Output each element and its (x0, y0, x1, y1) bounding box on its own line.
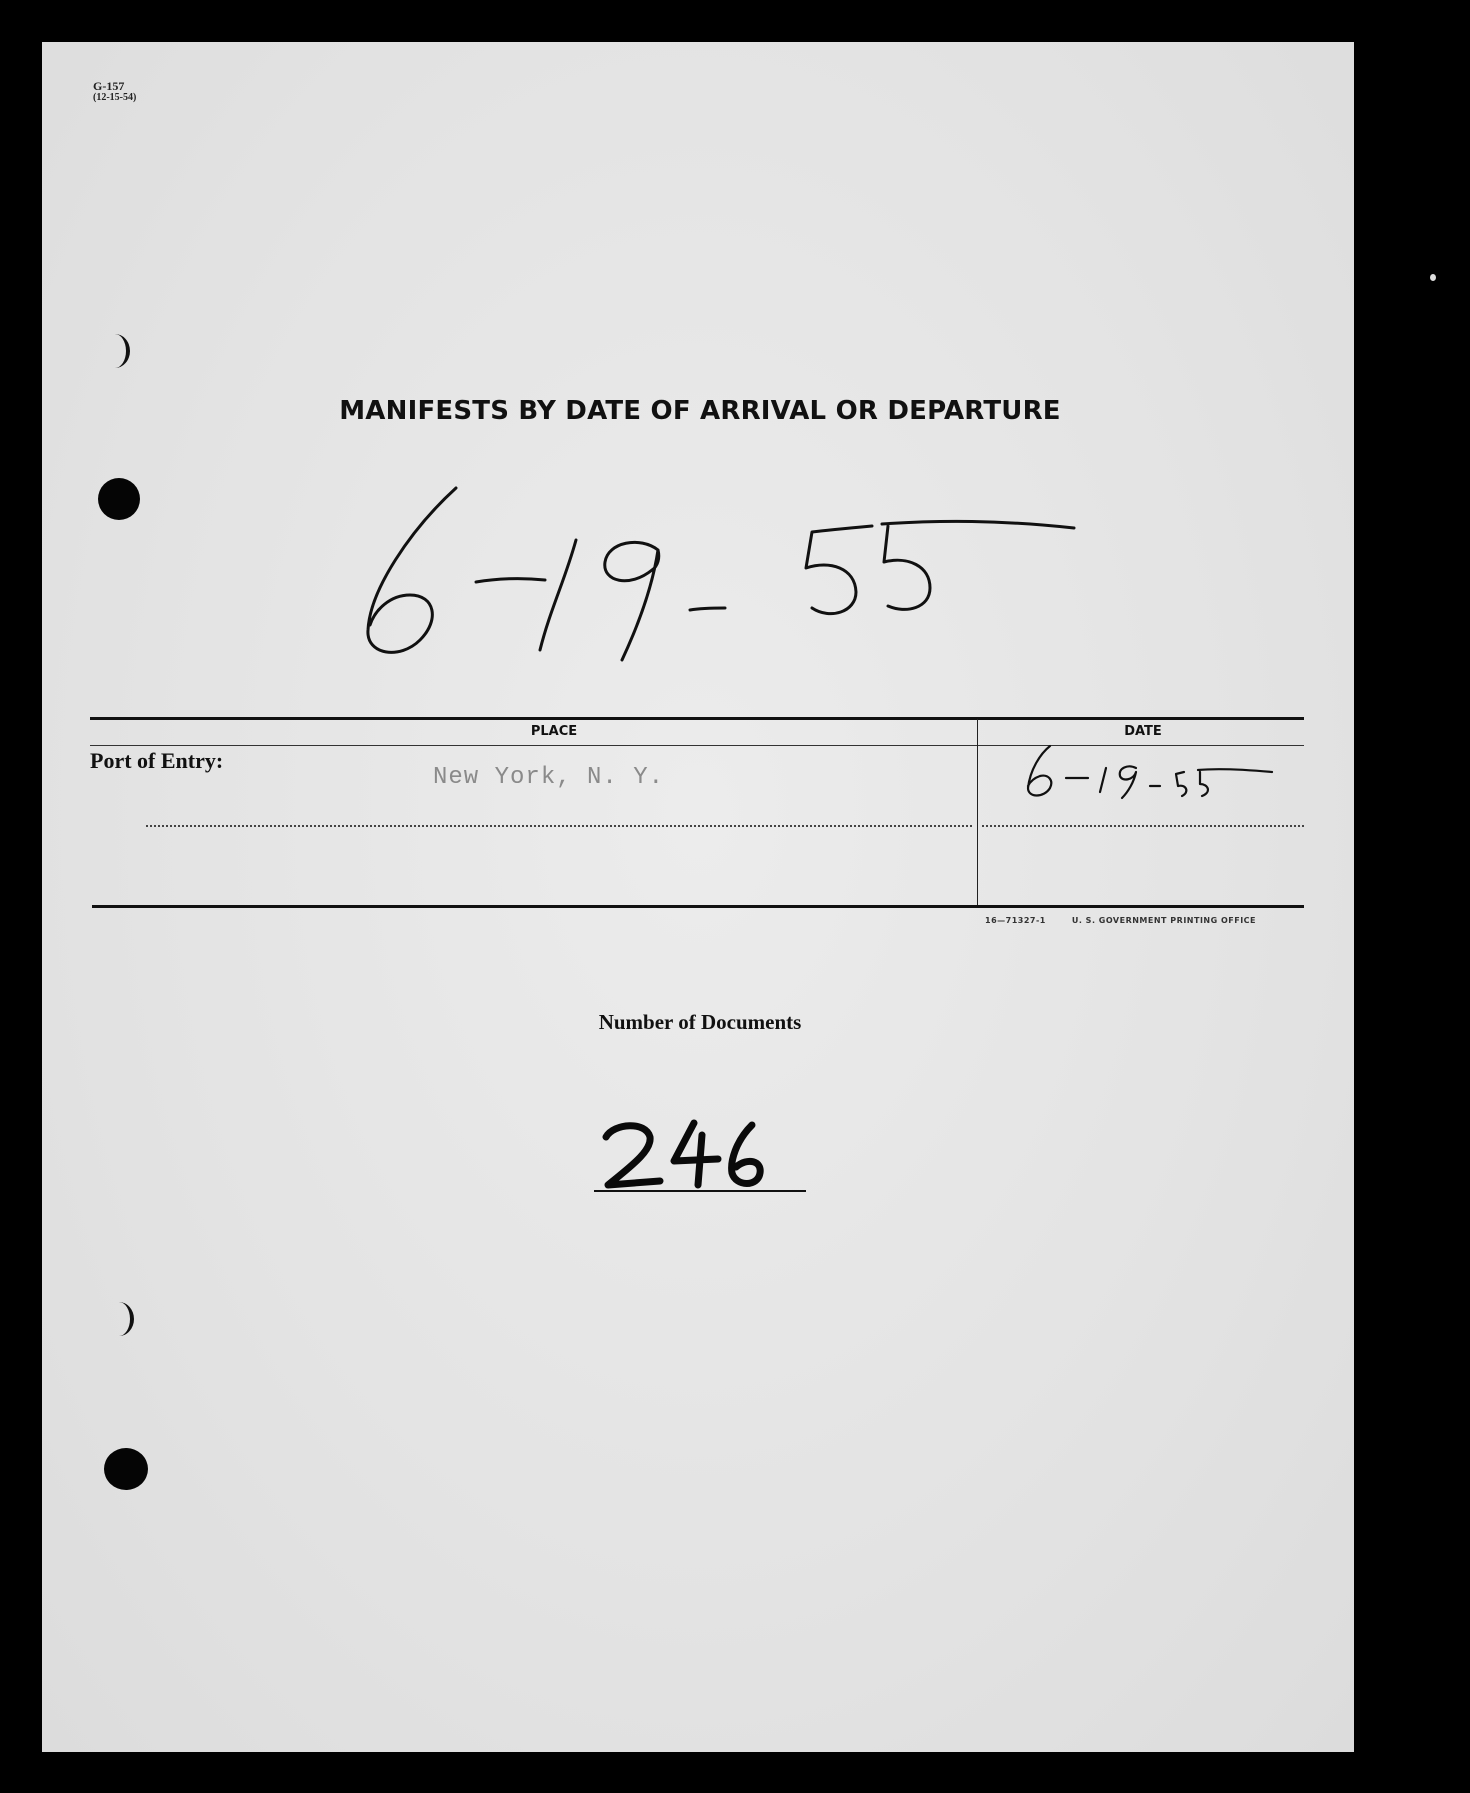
documents-count-underline (594, 1190, 806, 1192)
number-of-documents-label: Number of Documents (598, 1010, 802, 1034)
handwritten-date-large (340, 470, 1100, 670)
handwritten-date-text (0, 0, 1, 1)
punch-hole-partial-top (100, 334, 130, 368)
printer-imprint (985, 916, 1256, 925)
date-dotted-rule (982, 825, 1304, 827)
speck (1430, 274, 1436, 281)
punch-hole-partial-bottom (104, 1302, 134, 1336)
table-top-rule (90, 717, 1304, 720)
punch-hole-bottom (104, 1448, 148, 1490)
table-date-text (0, 0, 1, 1)
column-divider (977, 719, 978, 905)
documents-count-text (0, 0, 1, 1)
form-id: G-157 (93, 79, 125, 93)
page-title: MANIFESTS BY DATE OF ARRIVAL OR DEPARTURE (339, 396, 1061, 426)
table-bottom-rule (92, 905, 1304, 908)
table-date-handwritten (1010, 740, 1290, 810)
form-revision: (12-15-54) (93, 92, 137, 103)
documents-count-handwritten (590, 1115, 820, 1195)
document-page (42, 42, 1354, 1752)
place-dotted-rule (146, 825, 972, 827)
place-column-header: PLACE (530, 724, 578, 739)
port-of-entry-label: Port of Entry: (90, 748, 224, 773)
form-number (93, 80, 136, 104)
punch-hole-top (98, 478, 140, 520)
printer-code: 16—71327-1 (985, 916, 1046, 925)
printer-office: U. S. GOVERNMENT PRINTING OFFICE (1071, 916, 1257, 925)
port-of-entry-value: New York, N. Y. (433, 764, 665, 791)
date-column-header: DATE (1124, 724, 1162, 739)
